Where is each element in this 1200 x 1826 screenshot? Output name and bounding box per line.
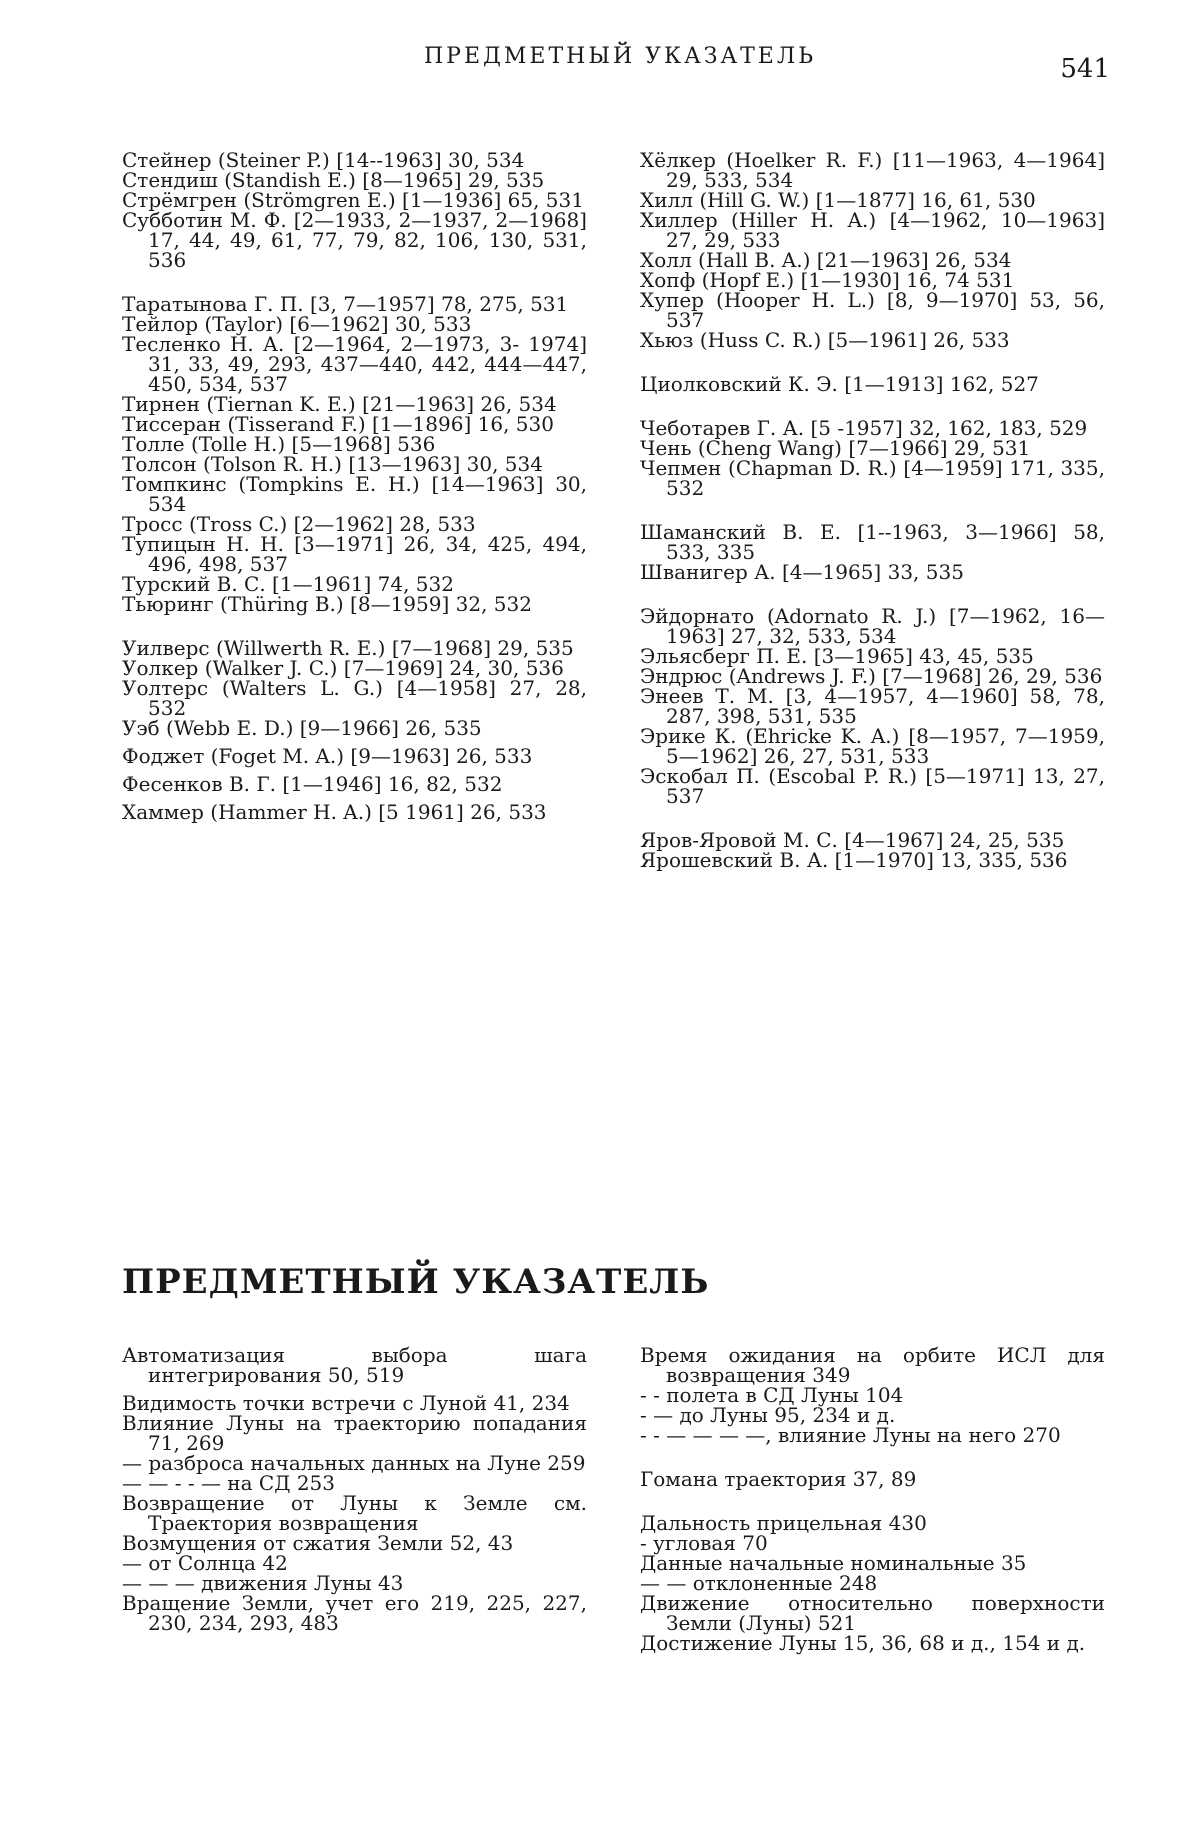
name-index-right-column [640, 150, 1105, 870]
index-entry: Эйдорнато (Adornato R. J.) [7—1962, 16—1963] 27, 32, 533, 534 [640, 604, 1105, 648]
index-entry: Ярошевский В. А. [1—1970] 13, 335, 536 [640, 848, 1068, 872]
running-title: ПРЕДМЕТНЫЙ УКАЗАТЕЛЬ [423, 44, 817, 69]
index-entry: Томпкинс (Tompkins E. H.) [14—1963] 30, 534 [122, 472, 587, 516]
index-entry: Хупер (Hooper H. L.) [8, 9—1970] 53, 56, 537 [640, 288, 1105, 332]
index-entry: Время ожидания на орбите ИСЛ для возвращения 349 [640, 1343, 1105, 1387]
index-entry: Достижение Луны 15, 36, 68 и д., 154 и д. [640, 1631, 1086, 1655]
index-entry: Хёлкер (Hoelker R. F.) [11—1963, 4—1964] 29, 533, 534 [640, 148, 1105, 192]
running-head [120, 40, 1120, 84]
index-entry: - - — — — —, влияние Луны на него 270 [640, 1423, 1061, 1447]
index-entry: Тиссеран (Tisserand F.) [1—1896] 16, 530 [122, 412, 554, 436]
subject-index-left-column [122, 1345, 587, 1633]
index-entry: Уэб (Webb E. D.) [9—1966] 26, 535 [122, 716, 482, 740]
index-entry: - угловая 70 [640, 1531, 768, 1555]
index-entry: - — до Луны 95, 234 и д. [640, 1403, 896, 1427]
index-entry: Гомана траектория 37, 89 [640, 1467, 917, 1491]
index-entry: Эльясберг П. Е. [3—1965] 43, 45, 535 [640, 644, 1034, 668]
index-entry: Хилл (Hill G. W.) [1—1877] 16, 61, 530 [640, 188, 1036, 212]
index-entry: Уилверс (Willwerth R. E.) [7—1968] 29, 535 [122, 636, 574, 660]
index-entry: Движение относительно поверхности Земли (Луны) 521 [640, 1591, 1105, 1635]
index-entry: Фесенков В. Г. [1—1946] 16, 82, 532 [122, 772, 503, 796]
name-index-left-column [122, 150, 587, 822]
index-entry: Турский В. С. [1—1961] 74, 532 [122, 572, 454, 596]
index-entry: — — отклоненные 248 [640, 1571, 878, 1595]
index-entry: Тросс (Tross C.) [2—1962] 28, 533 [122, 512, 476, 536]
index-entry: Влияние Луны на траекторию попадания 71, 269 [122, 1411, 587, 1455]
index-entry: Циолковский К. Э. [1—1913] 162, 527 [640, 372, 1039, 396]
index-entry: Хаммер (Hammer H. A.) [5 1961] 26, 533 [122, 800, 547, 824]
index-entry: Уолтерс (Walters L. G.) [4—1958] 27, 28, 532 [122, 676, 587, 720]
index-entry: Стейнер (Steiner P.) [14--1963] 30, 534 [122, 148, 525, 172]
index-entry: Энеев Т. М. [3, 4—1957, 4—1960] 58, 78, 287, 398, 531, 535 [640, 684, 1105, 728]
index-entry: Хьюз (Huss C. R.) [5—1961] 26, 533 [640, 328, 1010, 352]
index-entry: Эскобал П. (Escobal P. R.) [5—1971] 13, 27, 537 [640, 764, 1105, 808]
index-entry: Стрёмгрен (Strömgren E.) [1—1936] 65, 531 [122, 188, 584, 212]
index-entry: - - полета в СД Луны 104 [640, 1383, 904, 1407]
index-entry: Тесленко Н. А. [2—1964, 2—1973, 3- 1974] 31, 33, 49, 293, 437—440, 442, 444—447, 450, 534, 537 [122, 332, 587, 396]
index-entry: Толле (Tolle H.) [5—1968] 536 [122, 432, 436, 456]
index-entry: Яров-Яровой М. С. [4—1967] 24, 25, 535 [640, 828, 1065, 852]
index-entry: Чень (Cheng Wang) [7—1966] 29, 531 [640, 436, 1031, 460]
index-entry: Уолкер (Walker J. C.) [7—1969] 24, 30, 536 [122, 656, 564, 680]
index-entry: Тупицын Н. Н. [3—1971] 26, 34, 425, 494, 496, 498, 537 [122, 532, 587, 576]
index-entry: Вращение Земли, учет его 219, 225, 227, 230, 234, 293, 483 [122, 1591, 587, 1635]
index-entry: Холл (Hall B. A.) [21—1963] 26, 534 [640, 248, 1012, 272]
index-entry: Тьюринг (Thüring B.) [8—1959] 32, 532 [122, 592, 532, 616]
index-entry: Фоджет (Foget M. A.) [9—1963] 26, 533 [122, 744, 533, 768]
index-entry: Чеботарев Г. А. [5 -1957] 32, 162, 183, 529 [640, 416, 1088, 440]
index-entry: Видимость точки встречи с Луной 41, 234 [122, 1391, 570, 1415]
index-entry: Толсон (Tolson R. H.) [13—1963] 30, 534 [122, 452, 543, 476]
index-entry: Эрике К. (Ehricke K. A.) [8—1957, 7—1959, 5—1962] 26, 27, 531, 533 [640, 724, 1105, 768]
index-entry: Чепмен (Chapman D. R.) [4—1959] 171, 335, 532 [640, 456, 1105, 500]
index-entry: — разброса начальных данных на Луне 259 [122, 1451, 586, 1475]
index-entry: Возмущения от сжатия Земли 52, 43 [122, 1531, 514, 1555]
index-entry: Шванигер А. [4—1965] 33, 535 [640, 560, 964, 584]
index-entry: Тирнен (Tiernan K. E.) [21—1963] 26, 534 [122, 392, 557, 416]
index-entry: Таратынова Г. П. [3, 7—1957] 78, 275, 531 [122, 292, 569, 316]
index-entry: Данные начальные номинальные 35 [640, 1551, 1027, 1575]
index-entry: Хиллер (Hiller H. A.) [4—1962, 10—1963] 27, 29, 533 [640, 208, 1105, 252]
index-entry: Субботин М. Ф. [2—1933, 2—1937, 2—1968] 17, 44, 49, 61, 77, 79, 82, 106, 130, 531, 536 [122, 208, 587, 272]
index-entry: Возвращение от Луны к Земле см. Траектория возвращения [122, 1491, 587, 1535]
index-entry: Автоматизация выбора шага интегрирования 50, 519 [122, 1343, 587, 1387]
index-entry: — от Солнца 42 [122, 1551, 288, 1575]
index-entry: Эндрюс (Andrews J. F.) [7—1968] 26, 29, 536 [640, 664, 1103, 688]
subject-index-right-column [640, 1345, 1105, 1653]
index-entry: Дальность прицельная 430 [640, 1511, 927, 1535]
page-number: 541 [1060, 54, 1110, 84]
index-entry: Стендиш (Standish E.) [8—1965] 29, 535 [122, 168, 545, 192]
index-entry: Тейлор (Taylor) [6—1962] 30, 533 [122, 312, 472, 336]
index-entry: — — - - — на СД 253 [122, 1471, 336, 1495]
subject-index-heading: ПРЕДМЕТНЫЙ УКАЗАТЕЛЬ [122, 1262, 710, 1302]
index-entry: — — — движения Луны 43 [122, 1571, 404, 1595]
index-entry: Шаманский В. Е. [1--1963, 3—1966] 58, 533, 335 [640, 520, 1105, 564]
index-entry: Хопф (Hopf E.) [1—1930] 16, 74 531 [640, 268, 1015, 292]
